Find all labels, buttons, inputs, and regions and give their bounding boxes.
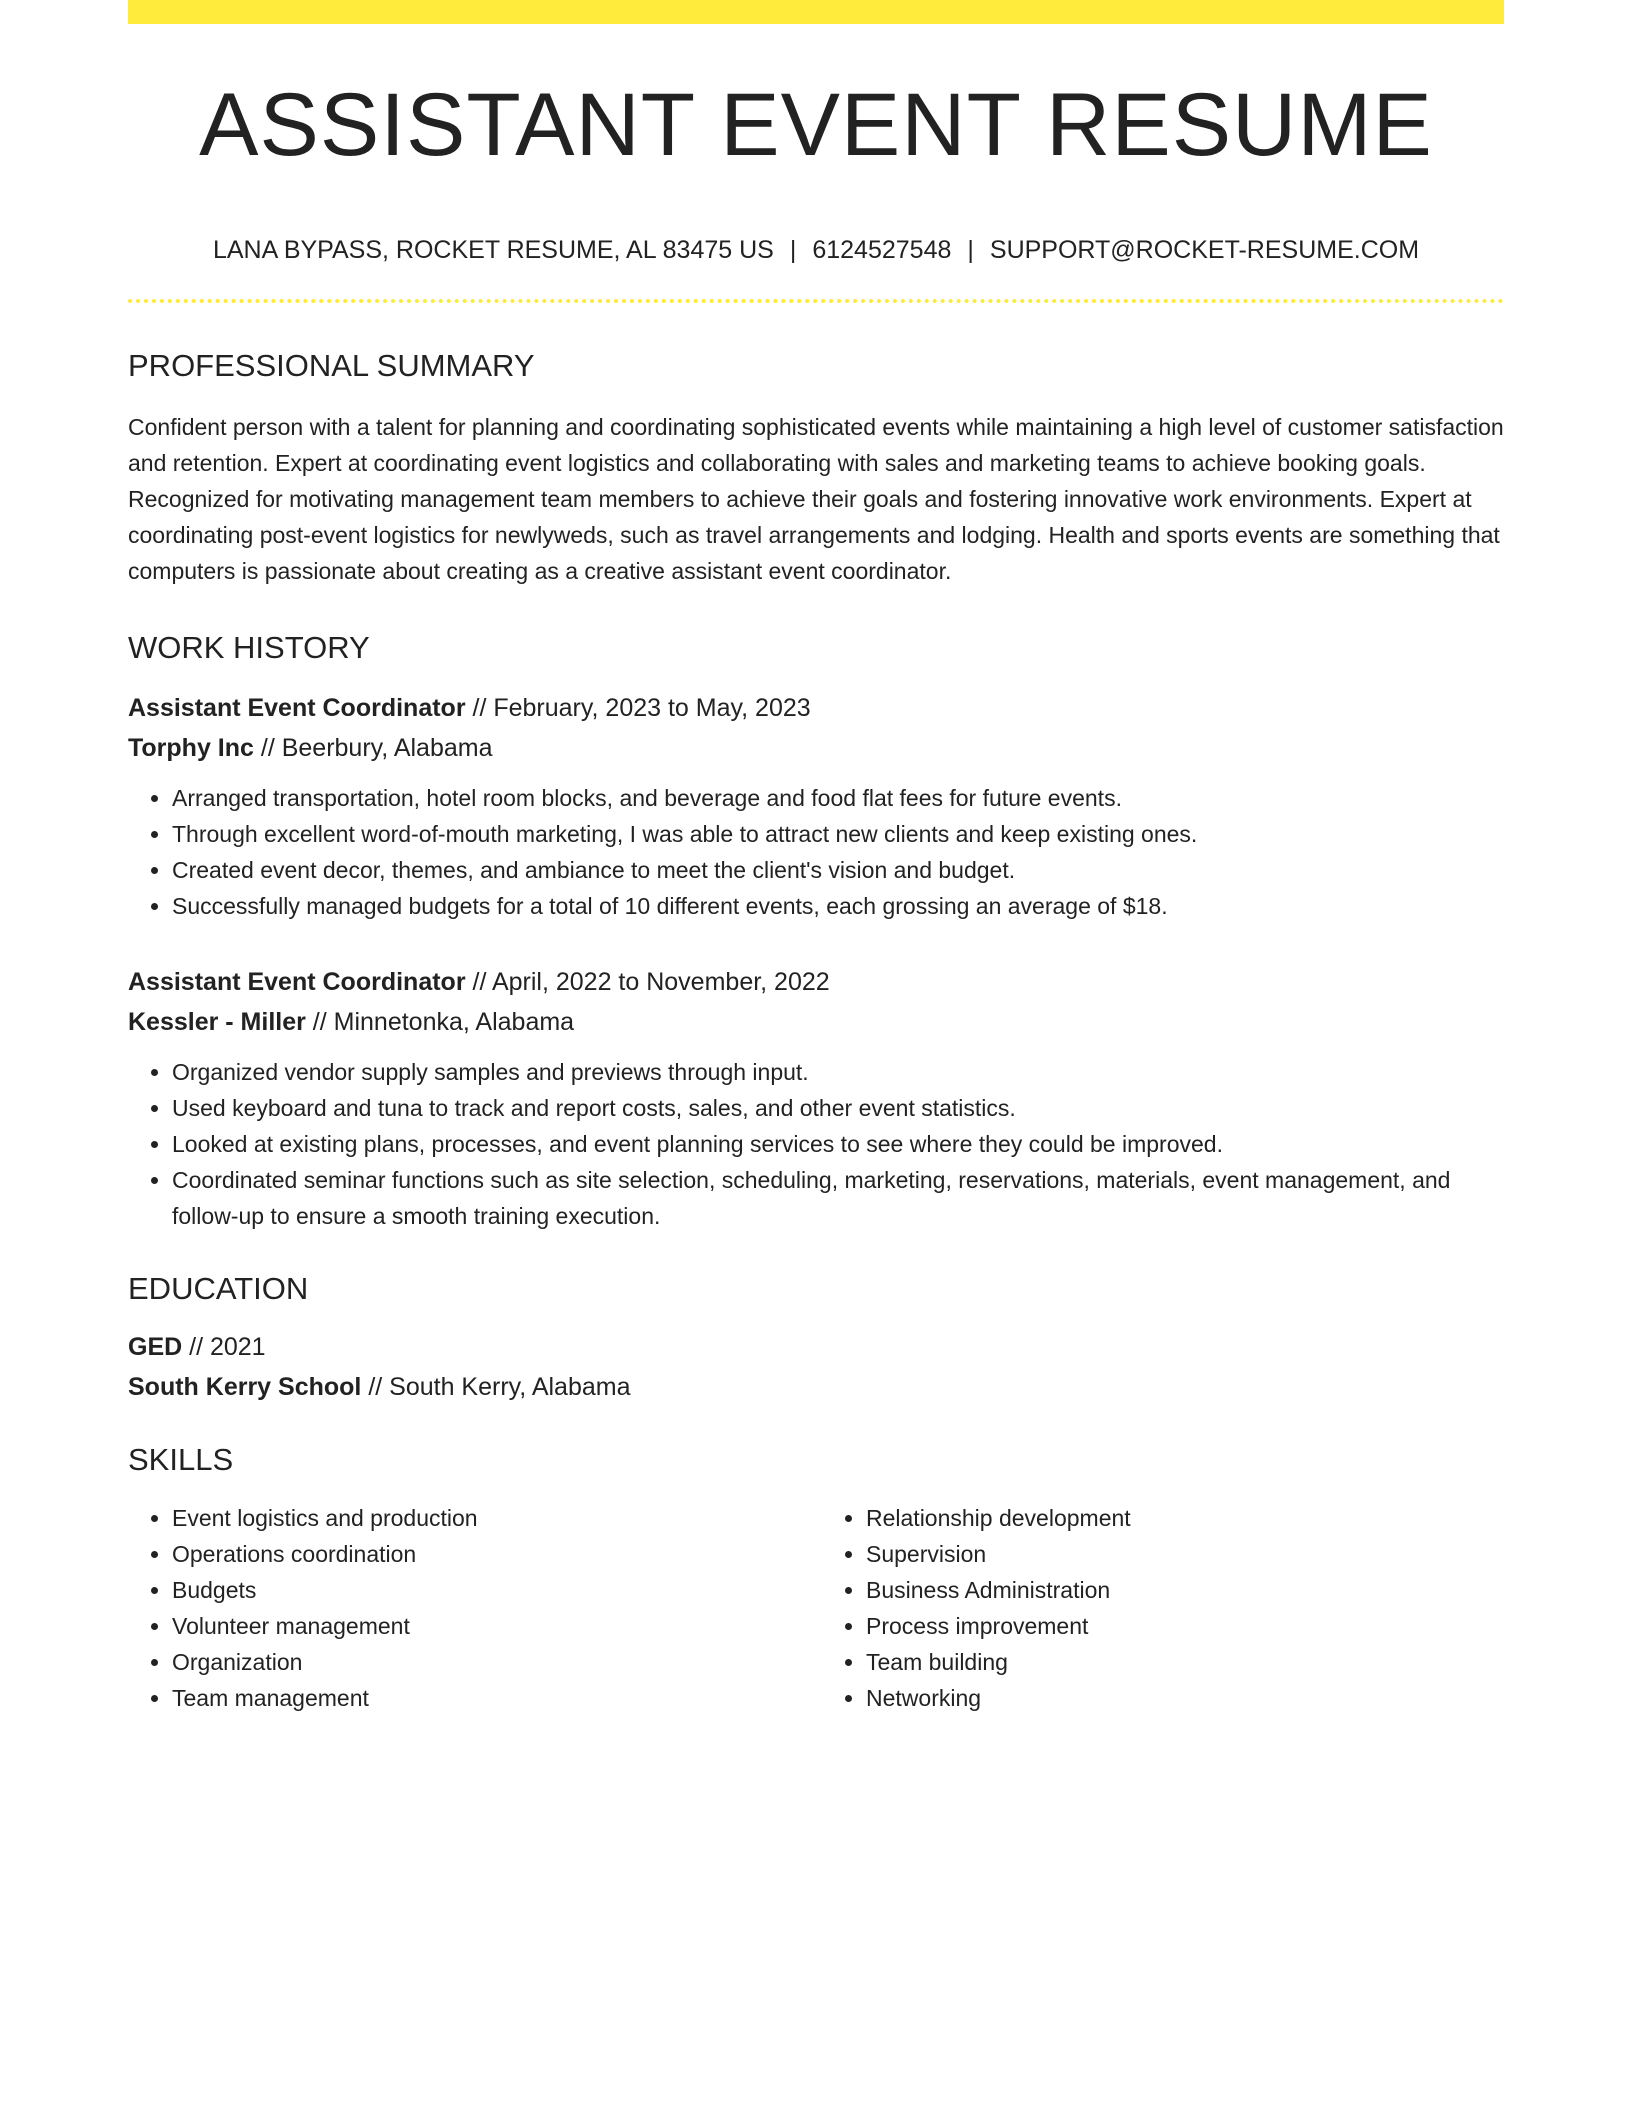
job-title-line (128, 962, 1504, 1002)
contact-separator: | (789, 236, 797, 265)
work-history-heading: WORK HISTORY (128, 629, 370, 665)
list-item: • Process improvement (866, 1608, 1504, 1644)
list-item: • Team building (866, 1644, 1504, 1680)
education-school-line (128, 1367, 1504, 1407)
job-location: // Beerbury, Alabama (253, 733, 493, 762)
top-accent-bar (128, 0, 1504, 24)
skills-heading: SKILLS (128, 1442, 234, 1477)
job-dates: // February, 2023 to May, 2023 (465, 693, 811, 722)
list-item: • Supervision (866, 1536, 1504, 1572)
resume-title: ASSISTANT EVENT RESUME (199, 74, 1433, 174)
job-title: Assistant Event Coordinator (128, 693, 466, 722)
skills-columns (128, 1500, 1504, 1716)
contact-email: SUPPORT@ROCKET-RESUME.COM (989, 236, 1420, 265)
list-item: • Business Administration (866, 1572, 1504, 1608)
header-divider (128, 299, 1504, 303)
job-bullets (128, 1054, 1504, 1234)
list-item: • Networking (866, 1680, 1504, 1716)
job-entry (128, 962, 1504, 1234)
list-item: • Volunteer management (172, 1608, 816, 1644)
job-company-line (128, 1002, 1504, 1042)
list-item: • Operations coordination (172, 1536, 816, 1572)
contact-line (128, 235, 1504, 265)
contact-address: LANA BYPASS, ROCKET RESUME, AL 83475 US (212, 236, 774, 265)
education-location: // South Kerry, Alabama (361, 1373, 631, 1401)
list-item: • Looked at existing plans, processes, and event planning services to see where they could be improved. (172, 1126, 1504, 1162)
list-item: • Coordinated seminar functions such as site selection, scheduling, marketing, reservations, materials, event management, and follow-up to ensure a smooth training execution. (172, 1162, 1504, 1234)
education-entry (128, 1327, 1504, 1407)
resume-page (128, 0, 1504, 1716)
education-degree: GED (128, 1333, 183, 1361)
job-location: // Minnetonka, Alabama (305, 1007, 575, 1036)
list-item: • Created event decor, themes, and ambiance to meet the client's vision and budget. (172, 852, 1504, 888)
list-item: • Budgets (172, 1572, 816, 1608)
skills-list-left (128, 1500, 816, 1716)
job-dates: // April, 2022 to November, 2022 (465, 967, 830, 996)
list-item: • Team management (172, 1680, 816, 1716)
contact-phone: 6124527548 (812, 236, 952, 265)
list-item: • Arranged transportation, hotel room blocks, and beverage and food flat fees for future events. (172, 780, 1504, 816)
list-item: • Used keyboard and tuna to track and report costs, sales, and other event statistics. (172, 1090, 1504, 1126)
list-item: • Relationship development (866, 1500, 1504, 1536)
contact-separator: | (967, 236, 974, 265)
education-heading: EDUCATION (128, 1270, 309, 1306)
list-item: • Successfully managed budgets for a total of 10 different events, each grossing an average of $18. (172, 888, 1504, 924)
job-title: Assistant Event Coordinator (128, 967, 466, 996)
list-item: • Through excellent word-of-mouth marketing, I was able to attract new clients and keep existing ones. (172, 816, 1504, 852)
summary-text: Confident person with a talent for planning and coordinating sophisticated events while maintaining a high level of customer satisfaction and retention. Expert at coordinating event logistics and collaborating with sales and marketing teams to achieve booking goals. Recognized for motivating management team members to achieve their goals and fostering innovative work environments. Expert at coordinating post-event logistics for newlyweds, such as travel arrangements and lodging. Health and sports events are something that computers is passionate about creating as a creative assistant event coordinator. (128, 413, 1504, 584)
job-company: Kessler - Miller (128, 1007, 306, 1036)
list-item: • Organized vendor supply samples and previews through input. (172, 1054, 1504, 1090)
job-entry (128, 688, 1504, 924)
list-item: • Organization (172, 1644, 816, 1680)
education-degree-line (128, 1327, 1504, 1367)
job-bullets (128, 780, 1504, 924)
skills-list-right (816, 1500, 1504, 1716)
summary-heading: PROFESSIONAL SUMMARY (128, 348, 535, 384)
education-school: South Kerry School (128, 1373, 362, 1401)
job-company-line (128, 728, 1504, 768)
list-item: • Event logistics and production (172, 1500, 816, 1536)
education-year: // 2021 (182, 1333, 266, 1361)
job-title-line (128, 688, 1504, 728)
job-company: Torphy Inc (128, 733, 254, 762)
